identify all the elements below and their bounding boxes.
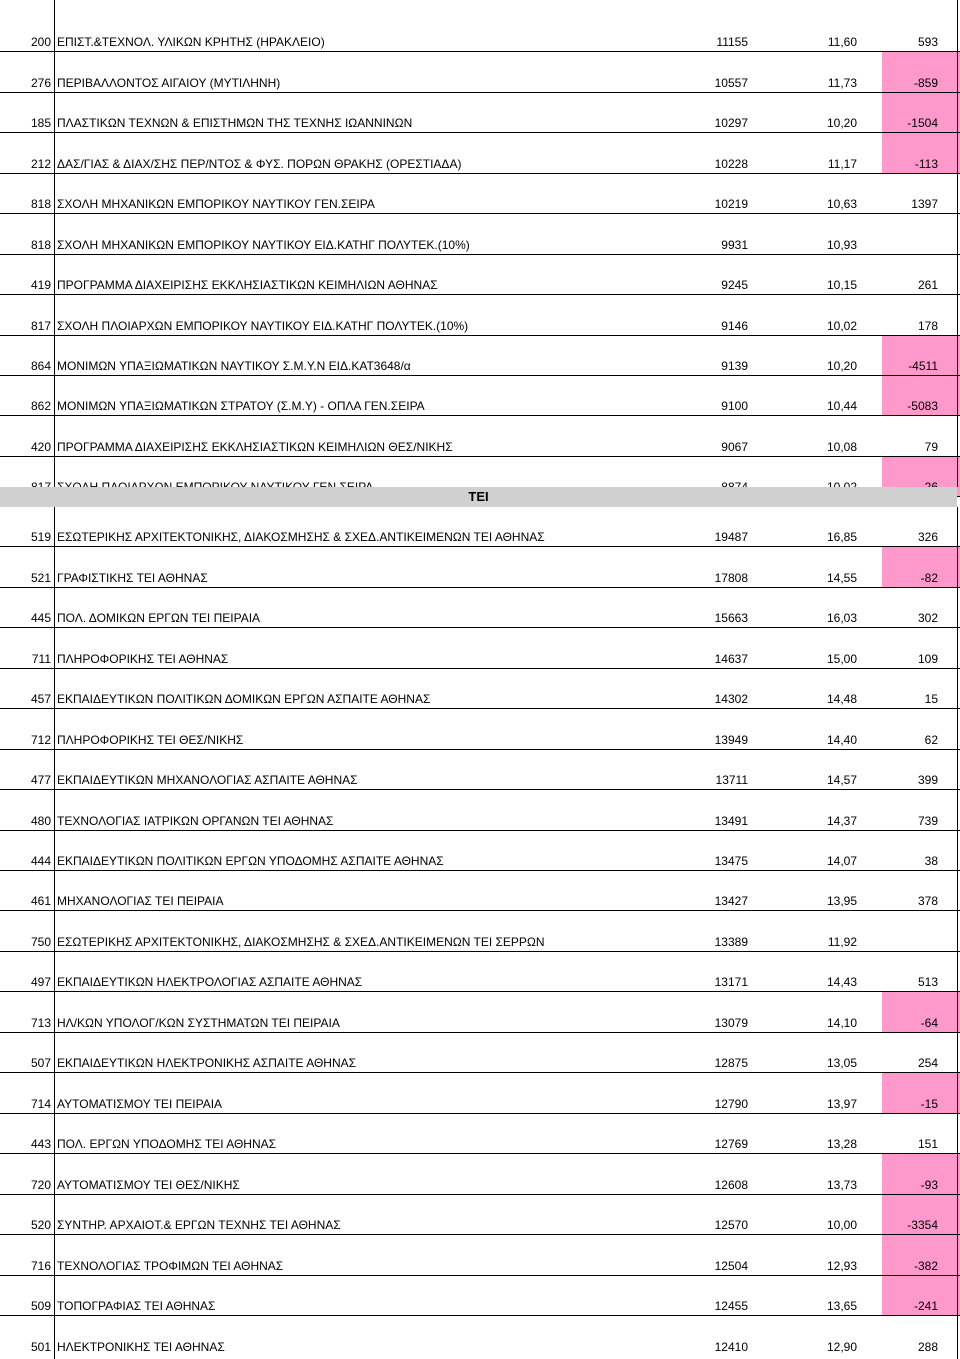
row-name: ΣΧΟΛΗ ΠΛΟΙΑΡΧΩΝ ΕΜΠΟΡΙΚΟΥ ΝΑΥΤΙΚΟΥ ΕΙΔ.ΚΑΤΗΓ ΠΟΛΥΤΕΚ.(10%): [57, 318, 469, 333]
table-row: [0, 992, 960, 1032]
row-name: ΗΛΕΚΤΡΟΝΙΚΗΣ ΤΕΙ ΑΘΗΝΑΣ: [57, 1340, 225, 1355]
row-score: 13171: [714, 975, 748, 990]
table-row: [0, 952, 960, 992]
table-row: [0, 507, 960, 547]
row-name: ΔΑΣ/ΓΙΑΣ & ΔΙΑΧ/ΣΗΣ ΠΕΡ/ΝΤΟΣ & ΦΥΣ. ΠΟΡΩΝ ΘΡΑΚΗΣ (ΟΡΕΣΤΙΑΔΑ): [57, 156, 462, 171]
row-score: 19487: [714, 530, 748, 545]
table-row: [0, 255, 960, 295]
row-diff: [882, 547, 960, 586]
row-score: 13079: [714, 1015, 748, 1030]
row-name: ΕΚΠΑΙΔΕΥΤΙΚΩΝ ΗΛΕΚΤΡΟΝΙΚΗΣ ΑΣΠΑΙΤΕ ΑΘΗΝΑΣ: [57, 1056, 357, 1071]
row-base: 16,03: [826, 611, 857, 626]
row-diff: [882, 336, 960, 375]
row-diff-value: -382: [913, 1258, 938, 1273]
row-name: ΑΥΤΟΜΑΤΙΣΜΟΥ ΤΕΙ ΠΕΙΡΑΙΑ: [57, 1096, 223, 1111]
row-diff-value: 288: [917, 1340, 938, 1355]
row-diff-value: 38: [924, 854, 938, 869]
table-row: [0, 52, 960, 92]
row-diff: [882, 1195, 960, 1234]
grid-line: [54, 0, 55, 487]
table-row: [0, 1073, 960, 1113]
row-diff-value: -5083: [907, 399, 938, 414]
row-code: 521: [30, 570, 51, 585]
row-base: 14,10: [826, 1015, 857, 1030]
row-name: ΜΗΧΑΝΟΛΟΓΙΑΣ ΤΕΙ ΠΕΙΡΑΙΑ: [57, 894, 224, 909]
row-base: 10,08: [826, 439, 857, 454]
row-name: ΕΚΠΑΙΔΕΥΤΙΚΩΝ ΜΗΧΑΝΟΛΟΓΙΑΣ ΑΣΠΑΙΤΕ ΑΘΗΝΑΣ: [57, 773, 358, 788]
row-diff: [882, 93, 960, 132]
row-code: 497: [30, 975, 51, 990]
row-code: 750: [30, 934, 51, 949]
row-score: 13949: [714, 732, 748, 747]
row-diff: [882, 628, 960, 667]
row-base: 10,20: [826, 116, 857, 131]
row-diff: [882, 831, 960, 870]
row-score: 10228: [714, 156, 748, 171]
row-diff-value: 62: [924, 732, 938, 747]
row-score: 10557: [714, 75, 748, 90]
row-score: 12455: [714, 1298, 748, 1313]
row-name: ΜΟΝΙΜΩΝ ΥΠΑΞΙΩΜΑΤΙΚΩΝ ΣΤΡΑΤΟΥ (Σ.Μ.Υ) - ΟΠΛΑ ΓΕΝ.ΣΕΙΡΑ: [57, 399, 425, 414]
row-name: ΕΚΠΑΙΔΕΥΤΙΚΩΝ ΠΟΛΙΤΙΚΩΝ ΔΟΜΙΚΩΝ ΕΡΓΩΝ ΑΣΠΑΙΤΕ ΑΘΗΝΑΣ: [57, 692, 431, 707]
row-diff-value: 178: [917, 318, 938, 333]
row-diff: [882, 52, 960, 91]
table-row: [0, 1195, 960, 1235]
row-diff-value: -859: [913, 75, 938, 90]
row-diff-value: 593: [917, 35, 938, 50]
row-name: ΠΟΛ. ΕΡΓΩΝ ΥΠΟΔΟΜΗΣ ΤΕΙ ΑΘΗΝΑΣ: [57, 1137, 277, 1152]
row-score: 14637: [714, 651, 748, 666]
row-score: 10297: [714, 116, 748, 131]
row-score: 11155: [716, 35, 748, 50]
table-row: [0, 750, 960, 790]
row-diff-value: 109: [917, 651, 938, 666]
row-code: 457: [30, 692, 51, 707]
row-score: 14302: [714, 692, 748, 707]
row-diff-value: 399: [917, 773, 938, 788]
row-diff-value: 261: [917, 278, 938, 293]
table-row: [0, 588, 960, 628]
table-row: [0, 376, 960, 416]
row-code: 817: [30, 318, 51, 333]
row-base: 14,40: [826, 732, 857, 747]
row-diff: [882, 1073, 960, 1112]
row-base: 14,48: [826, 692, 857, 707]
row-diff-value: -1504: [907, 116, 938, 131]
row-score: 17808: [714, 570, 748, 585]
row-diff: [882, 12, 960, 51]
grid-line: [957, 0, 958, 487]
table-row: [0, 709, 960, 749]
row-score: 12608: [714, 1177, 748, 1192]
row-diff-value: 254: [917, 1056, 938, 1071]
grid-line: [54, 507, 55, 1359]
table-row: [0, 295, 960, 335]
row-code: 712: [30, 732, 51, 747]
row-base: 13,28: [826, 1137, 857, 1152]
row-base: 10,02: [826, 318, 857, 333]
row-diff-value: 1397: [911, 197, 938, 212]
row-code: 507: [30, 1056, 51, 1071]
row-diff-value: -3354: [907, 1218, 938, 1233]
row-score: 9139: [721, 359, 748, 374]
row-base: 10,93: [826, 237, 857, 252]
row-diff-value: 739: [917, 813, 938, 828]
table-row: [0, 93, 960, 133]
grid-line: [957, 507, 958, 1359]
row-name: ΤΕΧΝΟΛΟΓΙΑΣ ΙΑΤΡΙΚΩΝ ΟΡΓΑΝΩΝ ΤΕΙ ΑΘΗΝΑΣ: [57, 813, 334, 828]
table-row: [0, 669, 960, 709]
row-diff: [882, 295, 960, 334]
row-base: 16,85: [826, 530, 857, 545]
row-diff: [882, 133, 960, 172]
row-name: ΠΛΗΡΟΦΟΡΙΚΗΣ ΤΕΙ ΘΕΣ/ΝΙΚΗΣ: [57, 732, 244, 747]
table-row: [0, 1276, 960, 1316]
row-score: 12570: [714, 1218, 748, 1233]
row-base: 13,95: [826, 894, 857, 909]
row-diff-value: -4511: [908, 359, 938, 374]
row-score: 13711: [715, 773, 748, 788]
row-base: 11,60: [827, 35, 857, 50]
table-row: [0, 174, 960, 214]
row-diff: [882, 507, 960, 546]
table-row: [0, 336, 960, 376]
row-diff-value: -113: [914, 156, 938, 171]
row-name: ΠΡΟΓΡΑΜΜΑ ΔΙΑΧΕΙΡΙΣΗΣ ΕΚΚΛΗΣΙΑΣΤΙΚΩΝ ΚΕΙΜΗΛΙΩΝ ΑΘΗΝΑΣ: [57, 278, 438, 293]
row-name: ΠΡΟΓΡΑΜΜΑ ΔΙΑΧΕΙΡΙΣΗΣ ΕΚΚΛΗΣΙΑΣΤΙΚΩΝ ΚΕΙΜΗΛΙΩΝ ΘΕΣ/ΝΙΚΗΣ: [57, 439, 453, 454]
row-code: 509: [30, 1298, 51, 1313]
row-code: 501: [30, 1340, 51, 1355]
table-row: [0, 417, 960, 457]
section-header-tei: ΤΕΙ: [0, 487, 957, 507]
row-score: 9100: [721, 399, 748, 414]
row-diff: [882, 1317, 960, 1356]
row-base: 13,65: [826, 1298, 857, 1313]
row-base: 10,63: [826, 197, 857, 212]
row-base: 11,73: [827, 75, 857, 90]
row-name: ΕΚΠΑΙΔΕΥΤΙΚΩΝ ΠΟΛΙΤΙΚΩΝ ΕΡΓΩΝ ΥΠΟΔΟΜΗΣ ΑΣΠΑΙΤΕ ΑΘΗΝΑΣ: [57, 854, 444, 869]
table-row: [0, 1033, 960, 1073]
row-diff: [882, 1033, 960, 1072]
row-name: ΠΛΑΣΤΙΚΩΝ ΤΕΧΝΩΝ & ΕΠΙΣΤΗΜΩΝ ΤΗΣ ΤΕΧΝΗΣ ΙΩΑΝΝΙΝΩΝ: [57, 116, 413, 131]
row-diff-value: 151: [917, 1137, 938, 1152]
row-base: 14,43: [826, 975, 857, 990]
row-code: 276: [30, 75, 51, 90]
row-code: 818: [30, 197, 51, 212]
row-base: 12,93: [826, 1258, 857, 1273]
row-score: 12504: [714, 1258, 748, 1273]
row-base: 14,37: [826, 813, 857, 828]
row-code: 212: [30, 156, 51, 171]
row-diff-value: 79: [924, 439, 938, 454]
row-diff: [882, 669, 960, 708]
row-code: 864: [30, 359, 51, 374]
table-row: [0, 628, 960, 668]
row-code: 443: [30, 1137, 51, 1152]
row-score: 12769: [714, 1137, 748, 1152]
row-score: 9931: [721, 237, 748, 252]
row-base: 13,73: [826, 1177, 857, 1192]
row-diff-value: -241: [913, 1298, 938, 1313]
row-diff-value: -93: [920, 1177, 938, 1192]
row-score: 13475: [714, 854, 748, 869]
table-row: [0, 1235, 960, 1275]
row-name: ΜΟΝΙΜΩΝ ΥΠΑΞΙΩΜΑΤΙΚΩΝ ΝΑΥΤΙΚΟΥ Σ.Μ.Υ.Ν ΕΙΔ.ΚΑΤ3648/α: [57, 359, 411, 374]
row-base: 13,05: [826, 1056, 857, 1071]
table-row: [0, 790, 960, 830]
row-code: 716: [30, 1258, 51, 1273]
row-score: 9067: [721, 439, 748, 454]
row-code: 480: [30, 813, 51, 828]
row-diff: [882, 1276, 960, 1315]
table-row: [0, 547, 960, 587]
row-diff-value: -15: [920, 1096, 938, 1111]
row-code: 711: [31, 651, 51, 666]
row-diff-value: 378: [917, 894, 938, 909]
row-diff-value: 513: [917, 975, 938, 990]
row-score: 9245: [721, 278, 748, 293]
row-base: 10,00: [826, 1218, 857, 1233]
row-name: ΕΣΩΤΕΡΙΚΗΣ ΑΡΧΙΤΕΚΤΟΝΙΚΗΣ, ΔΙΑΚΟΣΜΗΣΗΣ & ΣΧΕΔ.ΑΝΤΙΚΕΙΜΕΝΩΝ ΤΕΙ ΣΕΡΡΩΝ: [57, 934, 545, 949]
row-diff: [882, 709, 960, 748]
row-base: 10,20: [826, 359, 857, 374]
row-score: 13427: [714, 894, 748, 909]
row-code: 444: [30, 854, 51, 869]
row-name: ΠΟΛ. ΔΟΜΙΚΩΝ ΕΡΓΩΝ ΤΕΙ ΠΕΙΡΑΙΑ: [57, 611, 261, 626]
row-diff: [882, 588, 960, 627]
table-row: [0, 912, 960, 952]
row-code: 818: [30, 237, 51, 252]
row-score: 12875: [714, 1056, 748, 1071]
row-code: 461: [30, 894, 51, 909]
row-code: 520: [30, 1218, 51, 1233]
row-diff-value: -64: [920, 1015, 938, 1030]
row-base: 10,44: [826, 399, 857, 414]
row-diff: [882, 992, 960, 1031]
row-diff: [882, 174, 960, 213]
row-name: ΣΥΝΤΗΡ. ΑΡΧΑΙΟΤ.& ΕΡΓΩΝ ΤΕΧΝΗΣ ΤΕΙ ΑΘΗΝΑΣ: [57, 1218, 341, 1233]
row-base: 11,17: [827, 156, 857, 171]
row-code: 185: [30, 116, 51, 131]
row-name: ΗΛ/ΚΩΝ ΥΠΟΛΟΓ/ΚΩΝ ΣΥΣΤΗΜΑΤΩΝ ΤΕΙ ΠΕΙΡΑΙΑ: [57, 1015, 340, 1030]
row-score: 12790: [714, 1096, 748, 1111]
row-diff-value: 302: [917, 611, 938, 626]
table-row: [0, 831, 960, 871]
row-diff: [882, 750, 960, 789]
row-name: ΕΠΙΣΤ.&ΤΕΧΝΟΛ. ΥΛΙΚΩΝ ΚΡΗΤΗΣ (ΗΡΑΚΛΕΙΟ): [57, 35, 325, 50]
row-diff: [882, 1114, 960, 1153]
row-diff: [882, 214, 960, 253]
row-code: 445: [30, 611, 51, 626]
row-base: 14,55: [826, 570, 857, 585]
row-base: 13,97: [826, 1096, 857, 1111]
row-score: 15663: [714, 611, 748, 626]
row-score: 13491: [714, 813, 748, 828]
row-code: 200: [30, 35, 51, 50]
row-name: ΣΧΟΛΗ ΜΗΧΑΝΙΚΩΝ ΕΜΠΟΡΙΚΟΥ ΝΑΥΤΙΚΟΥ ΕΙΔ.ΚΑΤΗΓ ΠΟΛΥΤΕΚ.(10%): [57, 237, 470, 252]
row-code: 862: [30, 399, 51, 414]
row-code: 713: [30, 1015, 51, 1030]
table-row: [0, 214, 960, 254]
row-code: 720: [30, 1177, 51, 1192]
row-diff: [882, 1235, 960, 1274]
row-diff: [882, 952, 960, 991]
row-code: 419: [30, 278, 51, 293]
row-name: ΕΣΩΤΕΡΙΚΗΣ ΑΡΧΙΤΕΚΤΟΝΙΚΗΣ, ΔΙΑΚΟΣΜΗΣΗΣ & ΣΧΕΔ.ΑΝΤΙΚΕΙΜΕΝΩΝ ΤΕΙ ΑΘΗΝΑΣ: [57, 530, 545, 545]
row-score: 12410: [714, 1340, 748, 1355]
row-base: 11,92: [827, 934, 857, 949]
row-name: ΤΟΠΟΓΡΑΦΙΑΣ ΤΕΙ ΑΘΗΝΑΣ: [57, 1298, 216, 1313]
table-row: [0, 12, 960, 52]
row-diff: [882, 376, 960, 415]
row-base: 14,07: [826, 854, 857, 869]
table-row: [0, 1154, 960, 1194]
row-score: 10219: [714, 197, 748, 212]
row-name: ΣΧΟΛΗ ΜΗΧΑΝΙΚΩΝ ΕΜΠΟΡΙΚΟΥ ΝΑΥΤΙΚΟΥ ΓΕΝ.ΣΕΙΡΑ: [57, 197, 375, 212]
row-name: ΓΡΑΦΙΣΤΙΚΗΣ ΤΕΙ ΑΘΗΝΑΣ: [57, 570, 208, 585]
row-name: ΕΚΠΑΙΔΕΥΤΙΚΩΝ ΗΛΕΚΤΡΟΛΟΓΙΑΣ ΑΣΠΑΙΤΕ ΑΘΗΝΑΣ: [57, 975, 363, 990]
table-row: [0, 1114, 960, 1154]
table-row: [0, 871, 960, 911]
table-row: [0, 1316, 960, 1356]
row-name: ΠΛΗΡΟΦΟΡΙΚΗΣ ΤΕΙ ΑΘΗΝΑΣ: [57, 651, 229, 666]
row-base: 12,90: [826, 1340, 857, 1355]
row-name: ΤΕΧΝΟΛΟΓΙΑΣ ΤΡΟΦΙΜΩΝ ΤΕΙ ΑΘΗΝΑΣ: [57, 1258, 284, 1273]
row-code: 714: [30, 1096, 51, 1111]
row-score: 13389: [714, 934, 748, 949]
row-code: 519: [30, 530, 51, 545]
row-diff-value: 326: [917, 530, 938, 545]
row-diff-value: -82: [920, 570, 938, 585]
row-base: 15,00: [826, 651, 857, 666]
row-diff: [882, 790, 960, 829]
row-diff: [882, 1154, 960, 1193]
row-base: 14,57: [826, 773, 857, 788]
row-diff: [882, 871, 960, 910]
row-base: 10,15: [826, 278, 857, 293]
row-score: 9146: [721, 318, 748, 333]
table-row: [0, 133, 960, 173]
row-diff-value: 15: [924, 692, 938, 707]
row-name: ΠΕΡΙΒΑΛΛΟΝΤΟΣ ΑΙΓΑΙΟΥ (ΜΥΤΙΛΗΝΗ): [57, 75, 281, 90]
row-code: 420: [30, 439, 51, 454]
row-name: ΑΥΤΟΜΑΤΙΣΜΟΥ ΤΕΙ ΘΕΣ/ΝΙΚΗΣ: [57, 1177, 240, 1192]
row-diff: [882, 912, 960, 951]
row-diff: [882, 255, 960, 294]
row-code: 477: [30, 773, 51, 788]
row-diff: [882, 417, 960, 456]
